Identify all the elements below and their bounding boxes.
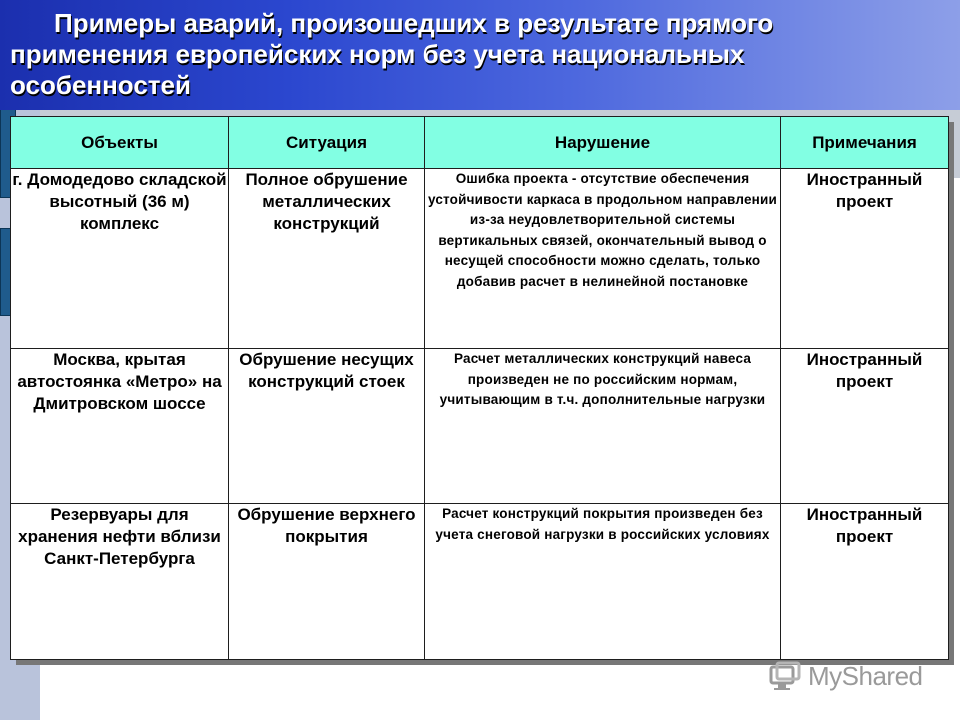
table-row — [11, 349, 949, 504]
cell-note: Иностранный проект — [781, 169, 949, 349]
cell-note: Иностранный проект — [781, 504, 949, 660]
table-row — [11, 504, 949, 660]
watermark-text: MyShared — [808, 660, 923, 691]
header-violation: Нарушение — [425, 117, 781, 169]
incidents-table — [10, 116, 949, 660]
slide-title: Примеры аварий, произошедших в результате прямого применения европейских норм без учета национальных особенностей — [10, 8, 774, 100]
header-situation: Ситуация — [229, 117, 425, 169]
cell-violation: Расчет металлических конструкций навеса произведен не по российским нормам, учитывающим в т.ч. дополнительные нагрузки — [425, 349, 781, 504]
cell-situation: Обрушение верхнего покрытия — [229, 504, 425, 660]
cell-violation: Расчет конструкций покрытия произведен без учета снеговой нагрузки в российских условиях — [425, 504, 781, 660]
cell-situation: Полное обрушение металлических конструкций — [229, 169, 425, 349]
myshared-logo-icon — [768, 661, 802, 691]
cell-situation: Обрушение несущих конструкций стоек — [229, 349, 425, 504]
table-header-row — [11, 117, 949, 169]
cell-note: Иностранный проект — [781, 349, 949, 504]
cell-violation: Ошибка проекта - отсутствие обеспечения устойчивости каркаса в продольном направлении из-за неудовлетворительной системы вертикальных связей, окончательный вывод о несущей способности можно сделать, только добавив расчет в нелинейной постановке — [425, 169, 781, 349]
title-bar — [0, 0, 960, 110]
myshared-watermark — [768, 658, 948, 694]
header-objects: Объекты — [11, 117, 229, 169]
cell-object: Москва, крытая автостоянка «Метро» на Дмитровском шоссе — [11, 349, 229, 504]
cell-object: г. Домодедово складской высотный (36 м) комплекс — [11, 169, 229, 349]
table-row — [11, 169, 949, 349]
header-notes: Примечания — [781, 117, 949, 169]
cell-object: Резервуары для хранения нефти вблизи Санкт-Петербурга — [11, 504, 229, 660]
